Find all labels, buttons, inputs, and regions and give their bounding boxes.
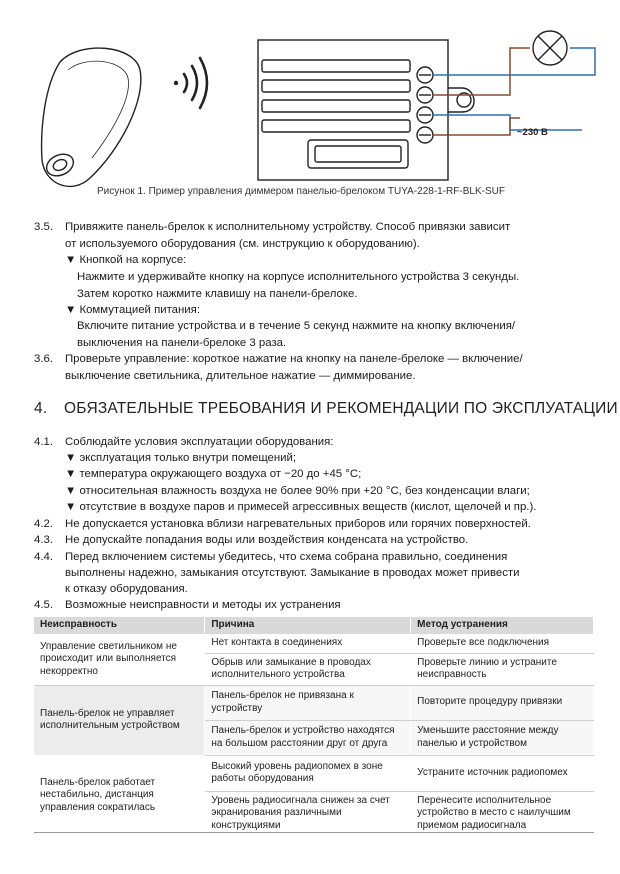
bullet-item: ▼ отсутствие в воздухе паров и примесей агрессивных веществ (кислот, щелочей и пр.). bbox=[65, 501, 537, 513]
cause-cell: Высокий уровень радиопомех в зоне работы оборудования bbox=[205, 755, 411, 791]
item-number: 4.4. bbox=[34, 551, 53, 563]
table-bottom-rule bbox=[34, 832, 594, 833]
problem-cell: Панель-брелок не управляет исполнительным устройством bbox=[34, 685, 205, 755]
voltage-label: ~230 В bbox=[517, 127, 548, 138]
cause-cell: Панель-брелок и устройство находятся на большом расстоянии друг от друга bbox=[205, 720, 411, 755]
table-header-row bbox=[34, 617, 594, 634]
column-header: Метод устранения bbox=[411, 617, 594, 634]
step-text: от используемого оборудования (см. инструкцию к оборудованию). bbox=[65, 238, 420, 250]
item-text: к отказу оборудования. bbox=[65, 583, 188, 595]
option-text: Нажмите и удерживайте кнопку на корпусе исполнительного устройства 3 секунды. bbox=[77, 271, 520, 283]
item-text: Не допускается установка вблизи нагревательных приборов или горячих поверхностей. bbox=[65, 518, 531, 530]
option-text: Включите питание устройства и в течение 5 секунд нажмите на кнопку включения/ bbox=[77, 320, 516, 332]
cause-cell: Панель-брелок не привязана к устройству bbox=[205, 685, 411, 720]
step-number: 3.6. bbox=[34, 353, 53, 365]
faults-table bbox=[34, 617, 594, 836]
table-row bbox=[34, 755, 594, 791]
step-number: 3.5. bbox=[34, 221, 53, 233]
fix-cell: Проверьте линию и устраните неисправность bbox=[411, 653, 594, 685]
wires bbox=[433, 48, 595, 135]
fix-cell: Повторите процедуру привязки bbox=[411, 685, 594, 720]
item-text: Перед включением системы убедитесь, что схема собрана правильно, соединения bbox=[65, 551, 508, 563]
fix-cell: Перенесите исполнительное устройство в место с наилучшим приемом радиосигнала bbox=[411, 791, 594, 836]
cause-cell: Обрыв или замыкание в проводах исполнительного устройства bbox=[205, 653, 411, 685]
item-number: 4.1. bbox=[34, 436, 53, 448]
item-number: 4.2. bbox=[34, 518, 53, 530]
section-number: 4. bbox=[34, 400, 48, 417]
column-header: Неисправность bbox=[34, 617, 205, 634]
item-text: Возможные неисправности и методы их устранения bbox=[65, 599, 341, 611]
item-text: Соблюдайте условия эксплуатации оборудования: bbox=[65, 436, 334, 448]
problem-cell: Управление светильником не происходит или выполняется некорректно bbox=[34, 634, 205, 685]
section-title: ОБЯЗАТЕЛЬНЫЕ ТРЕБОВАНИЯ И РЕКОМЕНДАЦИИ ПО ЭКСПЛУАТАЦИИ bbox=[64, 400, 618, 417]
step-text: выключение светильника, длительное нажатие — диммирование. bbox=[65, 370, 416, 382]
option-text: выключения на панели-брелоке 3 раза. bbox=[77, 337, 287, 349]
option-title: ▼ Кнопкой на корпусе: bbox=[65, 254, 187, 266]
item-number: 4.5. bbox=[34, 599, 53, 611]
option-text: Затем коротко нажмите клавишу на панели-брелоке. bbox=[77, 288, 358, 300]
item-text: выполнены надежно, замыкания отсутствуют. Замыкание в проводах может привести bbox=[65, 567, 520, 579]
column-header: Причина bbox=[205, 617, 411, 634]
fix-cell: Проверьте все подключения bbox=[411, 634, 594, 653]
step-text: Проверьте управление: короткое нажатие на кнопку на панеле-брелоке — включение/ bbox=[65, 353, 523, 365]
item-text: Не допускайте попадания воды или воздействия конденсата на устройство. bbox=[65, 534, 469, 546]
fix-cell: Устраните источник радиопомех bbox=[411, 755, 594, 791]
figure-caption: Рисунок 1. Пример управления диммером панелью-брелоком TUYA-228-1-RF-BLK-SUF bbox=[97, 186, 505, 197]
table-row bbox=[34, 685, 594, 720]
radio-signal-icon bbox=[174, 58, 207, 108]
problem-cell: Панель-брелок работает нестабильно, дистанция управления сократилась bbox=[34, 755, 205, 836]
wiring-diagram bbox=[0, 0, 620, 200]
fix-cell: Уменьшите расстояние между панелью и устройством bbox=[411, 720, 594, 755]
bullet-item: ▼ относительная влажность воздуха не более 90% при +20 °C, без конденсации влаги; bbox=[65, 485, 530, 497]
cause-cell: Уровень радиосигнала снижен за счет экранирования различными конструкциями bbox=[205, 791, 411, 836]
lamp-icon bbox=[533, 31, 567, 65]
key-fob-remote bbox=[42, 48, 141, 186]
option-title: ▼ Коммутацией питания: bbox=[65, 304, 201, 316]
bullet-item: ▼ температура окружающего воздуха от −20 до +45 °C; bbox=[65, 468, 362, 480]
item-number: 4.3. bbox=[34, 534, 53, 546]
step-text: Привяжите панель-брелок к исполнительному устройству. Способ привязки зависит bbox=[65, 221, 511, 233]
cause-cell: Нет контакта в соединениях bbox=[205, 634, 411, 653]
bullet-item: ▼ эксплуатация только внутри помещений; bbox=[65, 452, 297, 464]
dimmer-device bbox=[258, 40, 474, 180]
table-row bbox=[34, 634, 594, 653]
